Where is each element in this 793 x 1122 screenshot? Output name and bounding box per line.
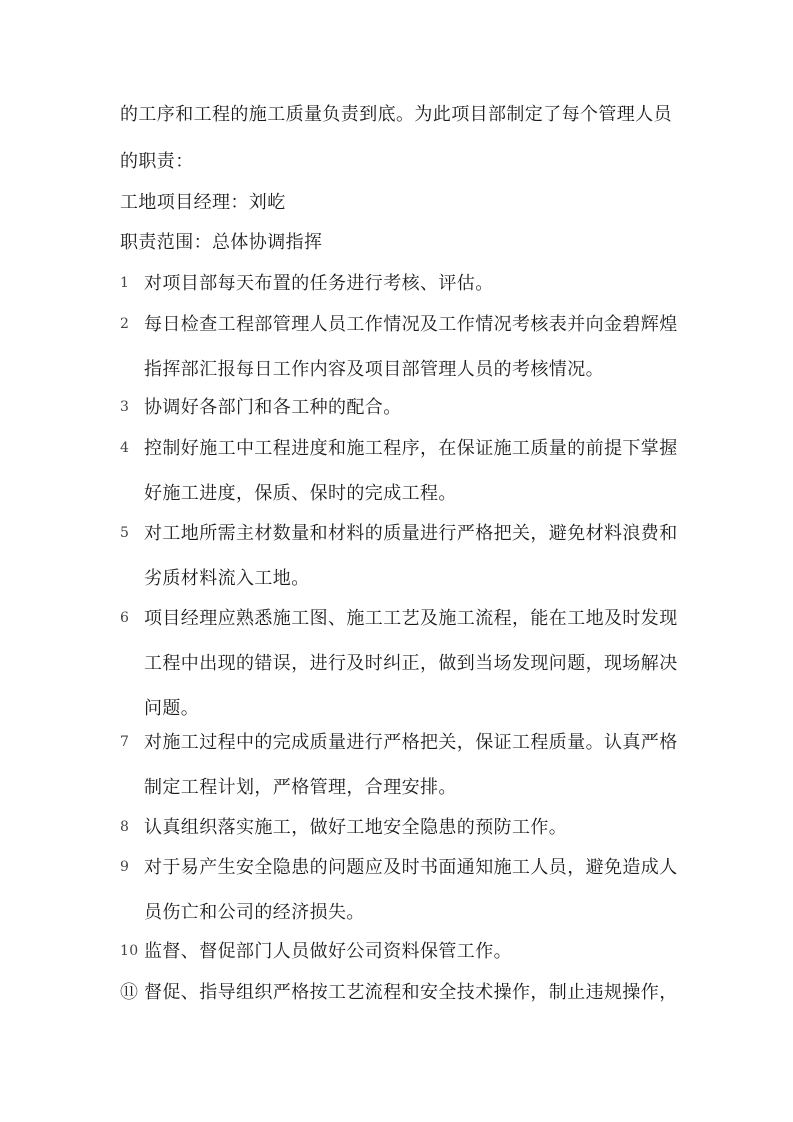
list-item-text: 控制好施工中工程进度和施工程序，在保证施工质量的前提下掌握好施工进度，保质、保时的完成工程。 [144,438,678,504]
list-item-number: 1 [120,275,130,291]
list-item-number: 9 [120,859,130,875]
list-item [120,302,680,392]
list-item-text: 项目经理应熟悉施工图、施工工艺及施工流程，能在工地及时发现工程中出现的错误，进行及时纠正，做到当场发现问题，现场解决问题。 [144,608,678,719]
list-item-text: 每日检查工程部管理人员工作情况及工作情况考核表并向金碧辉煌指挥部汇报每日工作内容及项目部管理人员的考核情况。 [144,314,678,380]
list-item [120,511,680,601]
list-item-number: 7 [120,734,130,750]
list-item [120,596,680,731]
list-item-number: 5 [120,525,130,541]
list-item-number: 4 [120,440,130,456]
list-item [120,805,680,850]
list-item-text: 对项目部每天布置的任务进行考核、评估。 [144,273,494,294]
intro-line-1: 的工序和工程的施工质量负责到底。为此项目部制定了每个管理人员 [120,104,672,125]
list-item-text: 认真组织落实施工，做好工地安全隐患的预防工作。 [144,817,568,838]
list-item-text: 监督、督促部门人员做好公司资料保管工作。 [144,941,512,962]
list-item-number: 8 [120,819,130,835]
list-item-number: 10 [120,943,139,959]
list-item [120,720,680,810]
list-item-text: 对施工过程中的完成质量进行严格把关，保证工程质量。认真严格制定工程计划，严格管理，合理安排。 [144,732,678,798]
list-item [120,426,680,516]
list-item-text: 督促、指导组织严格按工艺流程和安全技术操作，制止违规操作， [144,982,678,1003]
list-item-number: 3 [120,399,130,415]
list-item [120,970,680,1015]
list-item-text: 对于易产生安全隐患的问题应及时书面通知施工人员，避免造成人员伤亡和公司的经济损失。 [144,857,678,923]
list-item-number: ⑪ [120,982,139,1003]
list-item [120,845,680,935]
list-item [120,929,680,974]
scope-line: 职责范围：总体协调指挥 [120,232,323,253]
list-item-text: 对工地所需主材数量和材料的质量进行严格把关，避免材料浪费和劣质材料流入工地。 [144,523,678,589]
list-item-number: 6 [120,610,130,626]
list-item [120,385,680,430]
list-item [120,261,680,306]
list-item-text: 协调好各部门和各工种的配合。 [144,397,402,418]
intro-line-2: 的职责： [120,151,194,172]
list-item-number: 2 [120,316,130,332]
manager-line: 工地项目经理：刘屹 [120,192,286,213]
